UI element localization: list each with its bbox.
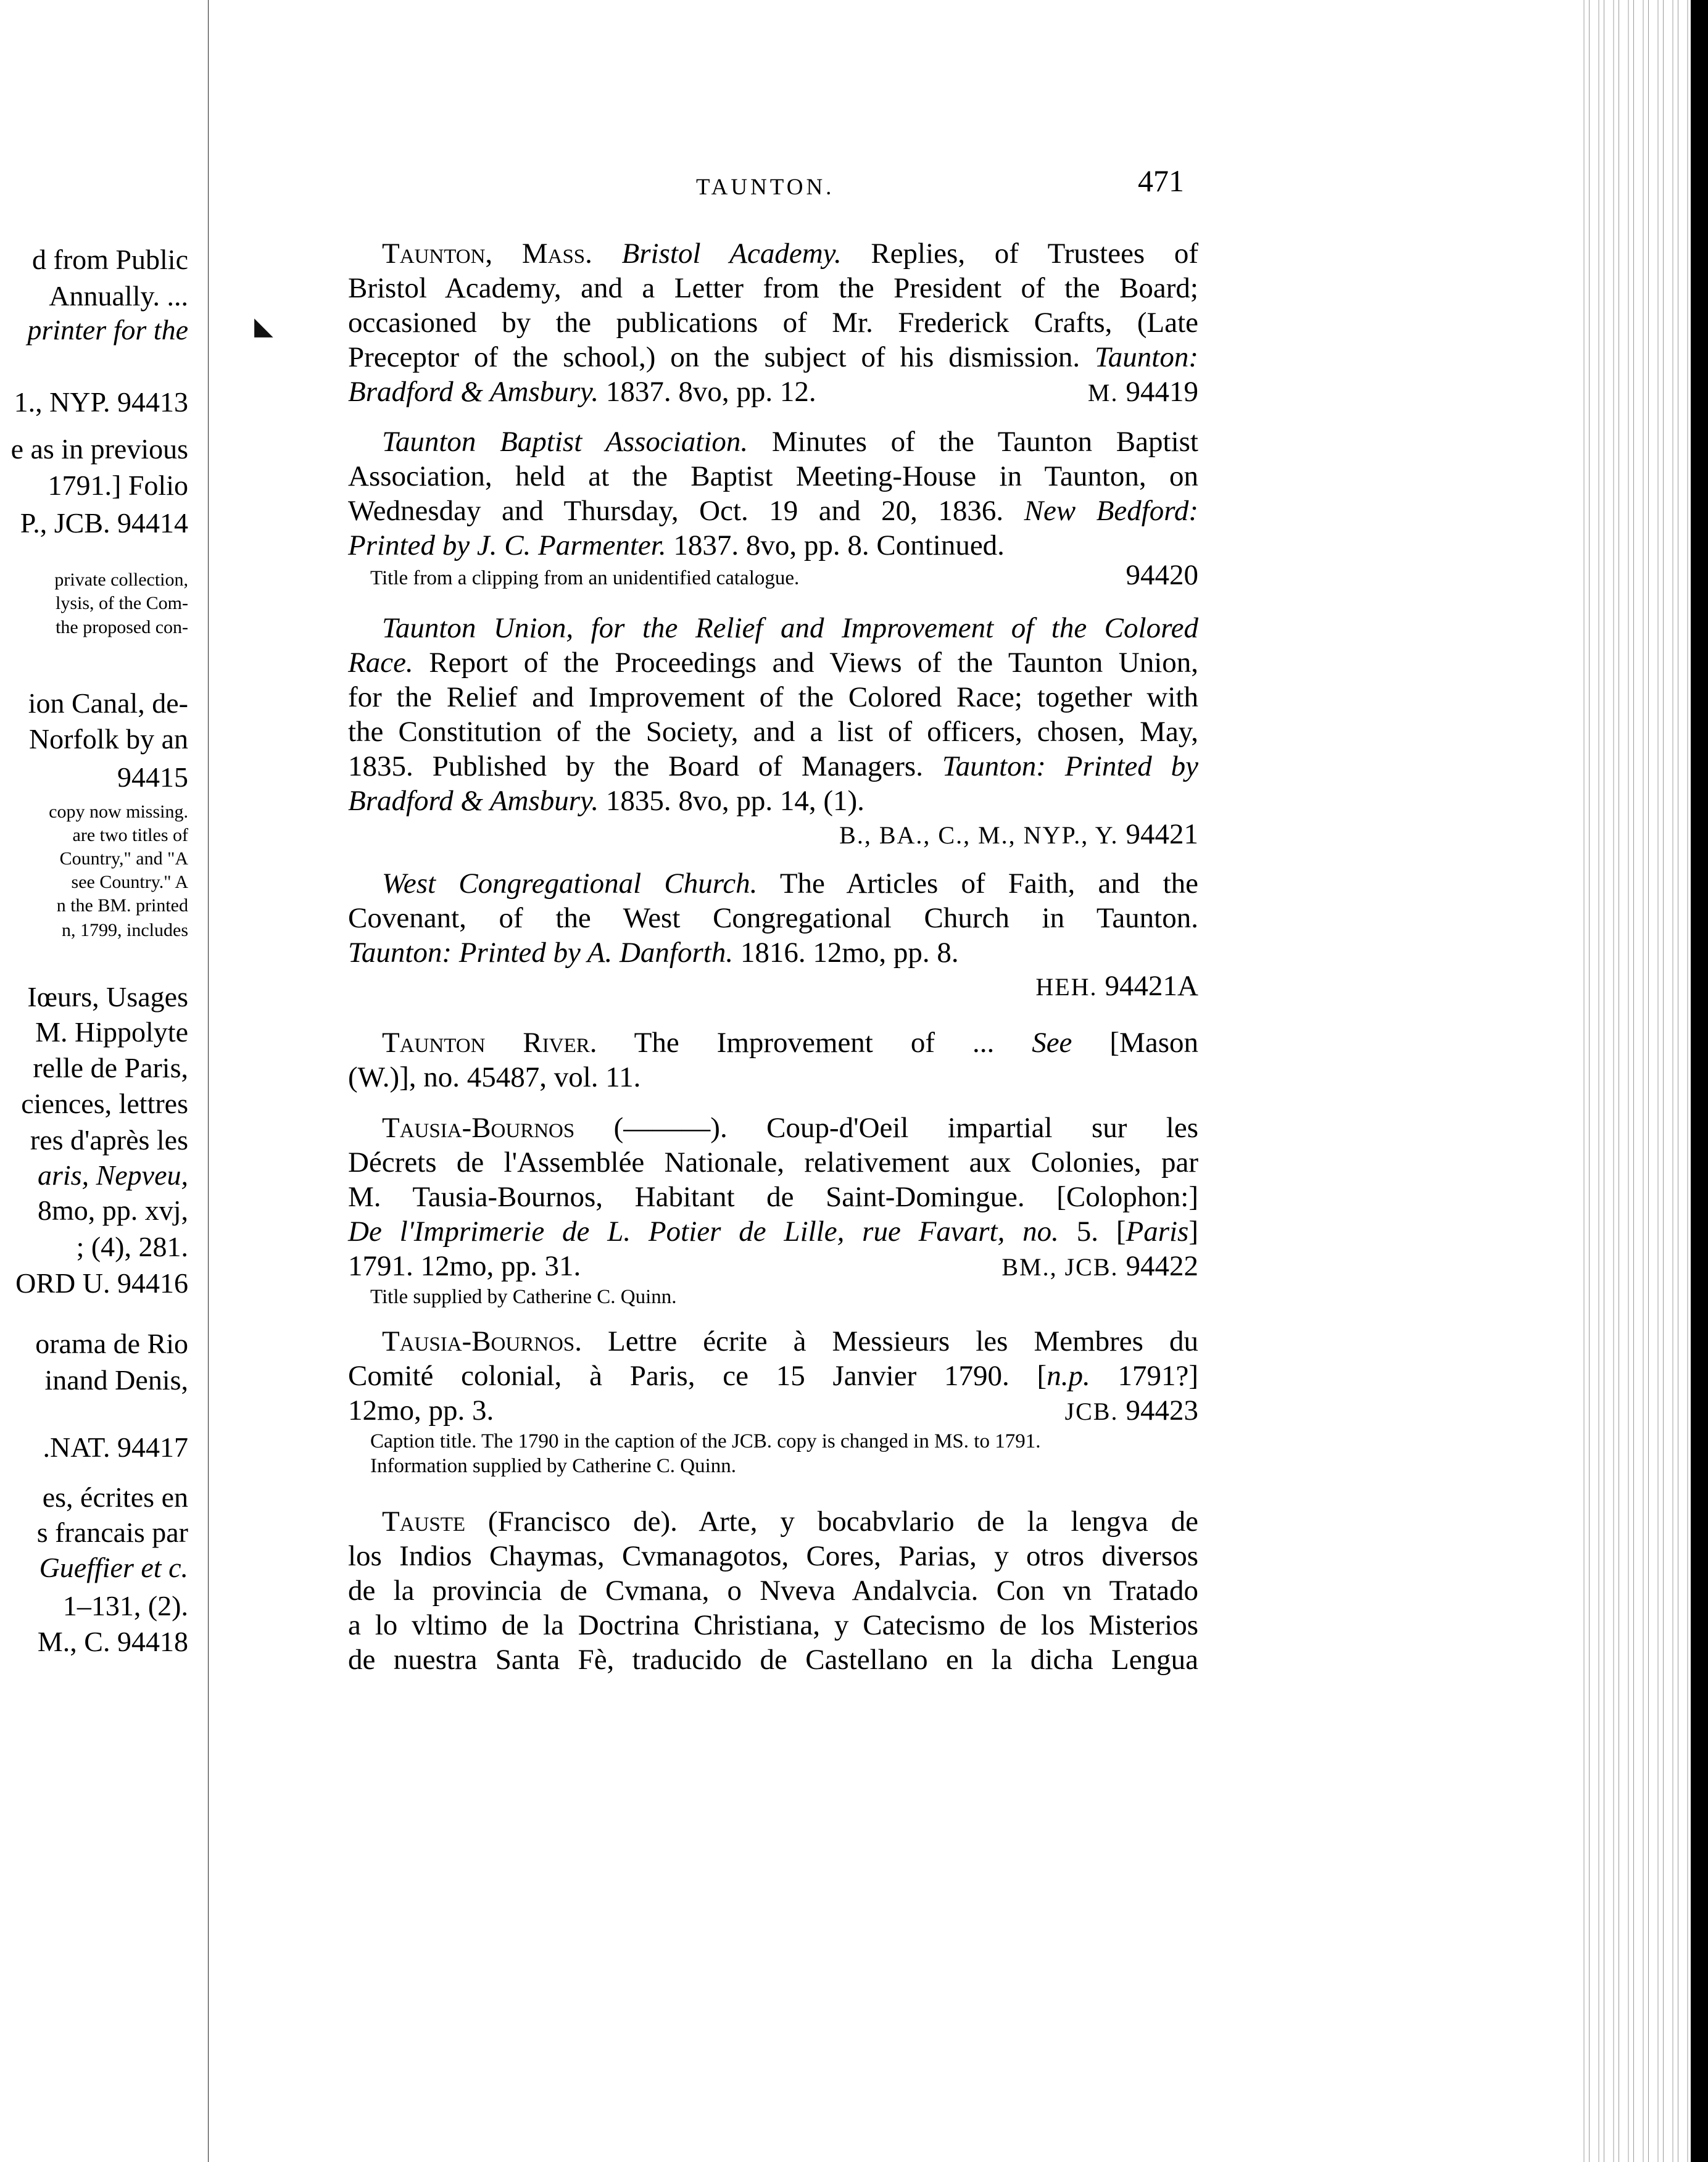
left-page-line: ; (4), 281. [76, 1231, 188, 1262]
left-page-line: 94415 [117, 761, 188, 793]
entry-94421A [348, 866, 1198, 1003]
left-page-line: ion Canal, de- [28, 687, 188, 719]
entry-locations: BM., JCB. 94422 [1001, 1250, 1198, 1282]
left-page-line: s francais par [36, 1517, 188, 1548]
entry-line: Bristol Academy, and a Letter from the President of the Board; [348, 272, 1198, 304]
entry-line: Race. Report of the Proceedings and Views of the Taunton Union, [348, 647, 1198, 679]
left-page-line: M. Hippolyte [35, 1016, 188, 1048]
entry-line: de nuestra Santa Fè, traducido de Castellano en la dicha Lengua [348, 1644, 1198, 1676]
entry-line: los Indios Chaymas, Cvmanagotos, Cores, Parias, y otros diversos [348, 1540, 1198, 1572]
entry-line: West Congregational Church. The Articles of Faith, and the [382, 868, 1198, 900]
left-page-note: lysis, of the Com- [56, 593, 188, 613]
left-page-line: Iœurs, Usages [27, 981, 188, 1013]
left-page-line: Annually. ... [49, 280, 188, 312]
page-number: 471 [1138, 164, 1184, 198]
entry-line: Taunton Union, for the Relief and Improvement of the Colored [382, 612, 1198, 644]
left-page-fragment [0, 0, 208, 2162]
entry-line: M. Tausia-Bournos, Habitant de Saint-Domingue. [Colophon:] [348, 1181, 1198, 1213]
entry-note: Title supplied by Catherine C. Quinn. [370, 1286, 677, 1308]
left-page-line: ciences, lettres [21, 1088, 188, 1119]
entry-number: 94423 [1126, 1394, 1198, 1427]
left-page-line: 1791.] Folio [48, 470, 188, 501]
running-head: TAUNTON. [696, 175, 835, 200]
left-page-line: printer for the [27, 314, 188, 346]
entry-line: de la provincia de Cvmana, o Nveva Andalvcia. Con vn Tratado [348, 1575, 1198, 1607]
left-page-note: private collection, [54, 569, 188, 590]
left-page-line: 1., NYP. 94413 [14, 386, 188, 418]
clip-mark-icon: ◣ [254, 312, 273, 340]
left-page-note: see Country." A [71, 872, 188, 892]
entry-line: 12mo, pp. 3. JCB. 94423 [348, 1393, 1198, 1429]
entry-line: a lo vltimo de la Doctrina Christiana, y Catecismo de los Misterios [348, 1609, 1198, 1641]
left-page-line: inand Denis, [44, 1364, 188, 1396]
entry-note: Information supplied by Catherine C. Quinn. [370, 1455, 736, 1477]
entry-line: Bradford & Amsbury. 1837. 8vo, pp. 12. M. 94419 [348, 375, 1198, 410]
entry-94420 [348, 425, 1198, 590]
entry-94421 [348, 611, 1198, 851]
entry-line: occasioned by the publications of Mr. Frederick Crafts, (Late [348, 307, 1198, 339]
entry-locations: B., BA., C., M., NYP., Y. 94421 [839, 818, 1198, 850]
entry-line: Taunton: Printed by A. Danforth. 1816. 12mo, pp. 8. [348, 937, 959, 969]
left-page-note: the proposed con- [56, 617, 188, 637]
entry-number: 94422 [1126, 1250, 1198, 1282]
entry-94423 [348, 1324, 1198, 1478]
left-page-line: ORD U. 94416 [15, 1267, 188, 1299]
entry-line: Comité colonial, à Paris, ce 15 Janvier 1790. [n.p. 1791?] [348, 1360, 1198, 1392]
entry-tauste [348, 1504, 1198, 1677]
entry-line: 1835. Published by the Board of Managers. Taunton: Printed by [348, 750, 1199, 782]
entry-line: Tauste (Francisco de). Arte, y bocabvlario de la lengva de [382, 1506, 1198, 1538]
left-page-line: relle de Paris, [33, 1052, 188, 1083]
left-page-line: 8mo, pp. xvj, [37, 1195, 188, 1226]
left-page-line: es, écrites en [42, 1481, 188, 1513]
left-page-note: n the BM. printed [56, 895, 188, 916]
entry-number: 94421A [1105, 970, 1198, 1002]
left-page-note: Country," and "A [59, 848, 188, 869]
left-page-line: M., C. 94418 [37, 1626, 188, 1657]
entry-line: Printed by J. C. Parmenter. 1837. 8vo, pp. 8. Continued. [348, 529, 1005, 561]
entry-line: Taunton, Mass. Bristol Academy. Replies, of Trustees of [382, 238, 1199, 270]
entry-line: Preceptor of the school,) on the subject of his dismission. Taunton: [348, 341, 1198, 373]
left-page-note: are two titles of [72, 825, 188, 845]
left-page-line: P., JCB. 94414 [20, 507, 188, 539]
page-edges [1580, 0, 1691, 2162]
left-page-line: 1–131, (2). [62, 1590, 188, 1622]
entry-line: Bradford & Amsbury. 1835. 8vo, pp. 14, (1). [348, 785, 864, 817]
left-page-note: n, 1799, includes [62, 920, 188, 940]
entry-note: Title from a clipping from an unidentified catalogue. 94420 [370, 559, 1198, 591]
entry-94422 [348, 1111, 1198, 1309]
left-page-line: res d'après les [30, 1124, 188, 1156]
entry-number: 94420 [1126, 559, 1198, 591]
entry-line: (W.)], no. 45487, vol. 11. [348, 1061, 641, 1093]
entry-taunton-river [348, 1025, 1198, 1095]
entry-line: Taunton River. The Improvement of ... See [Mason [382, 1027, 1198, 1059]
entry-line: Décrets de l'Assemblée Nationale, relativement aux Colonies, par [348, 1146, 1198, 1178]
entry-line: Association, held at the Baptist Meeting-House in Taunton, on [348, 460, 1198, 492]
entry-locations: M. 94419 [1087, 376, 1198, 408]
entry-number: 94421 [1126, 818, 1198, 850]
entry-line: the Constitution of the Society, and a list of officers, chosen, May, [348, 716, 1198, 748]
entry-number: 94419 [1126, 376, 1198, 408]
left-page-note: copy now missing. [49, 801, 188, 822]
entry-note: Caption title. The 1790 in the caption of the JCB. copy is changed in MS. to 1791. [370, 1430, 1041, 1452]
entry-line: Taunton Baptist Association. Minutes of the Taunton Baptist [382, 426, 1198, 458]
left-page-line: aris, Nepveu, [37, 1159, 188, 1191]
entry-line: for the Relief and Improvement of the Colored Race; together with [348, 681, 1198, 713]
entry-locations: HEH. 94421A [1035, 970, 1198, 1002]
left-page-line: .NAT. 94417 [43, 1431, 188, 1463]
entry-line: Covenant, of the West Congregational Church in Taunton. [348, 902, 1198, 934]
left-page-line: Norfolk by an [28, 723, 188, 755]
left-page-line: Gueffier et c. [39, 1552, 188, 1583]
left-page-line: e as in previous [10, 433, 188, 465]
entry-locations: JCB. 94423 [1064, 1394, 1198, 1427]
entry-line: Tausia-Bournos (———). Coup-d'Oeil impartial sur les [382, 1112, 1198, 1144]
entry-line: Wednesday and Thursday, Oct. 19 and 20, 1836. New Bedford: [348, 495, 1198, 527]
left-page-line: d from Public [32, 244, 188, 275]
entry-94419 [348, 236, 1198, 410]
entry-line: 1791. 12mo, pp. 31. BM., JCB. 94422 [348, 1249, 1198, 1285]
entry-line: Tausia-Bournos. Lettre écrite à Messieurs les Membres du [382, 1325, 1198, 1357]
entry-line: De l'Imprimerie de L. Potier de Lille, rue Favart, no. 5. [Paris] [348, 1216, 1198, 1248]
entry-heading: Taunton, Mass. [382, 238, 592, 270]
left-page-line: orama de Rio [35, 1328, 188, 1359]
